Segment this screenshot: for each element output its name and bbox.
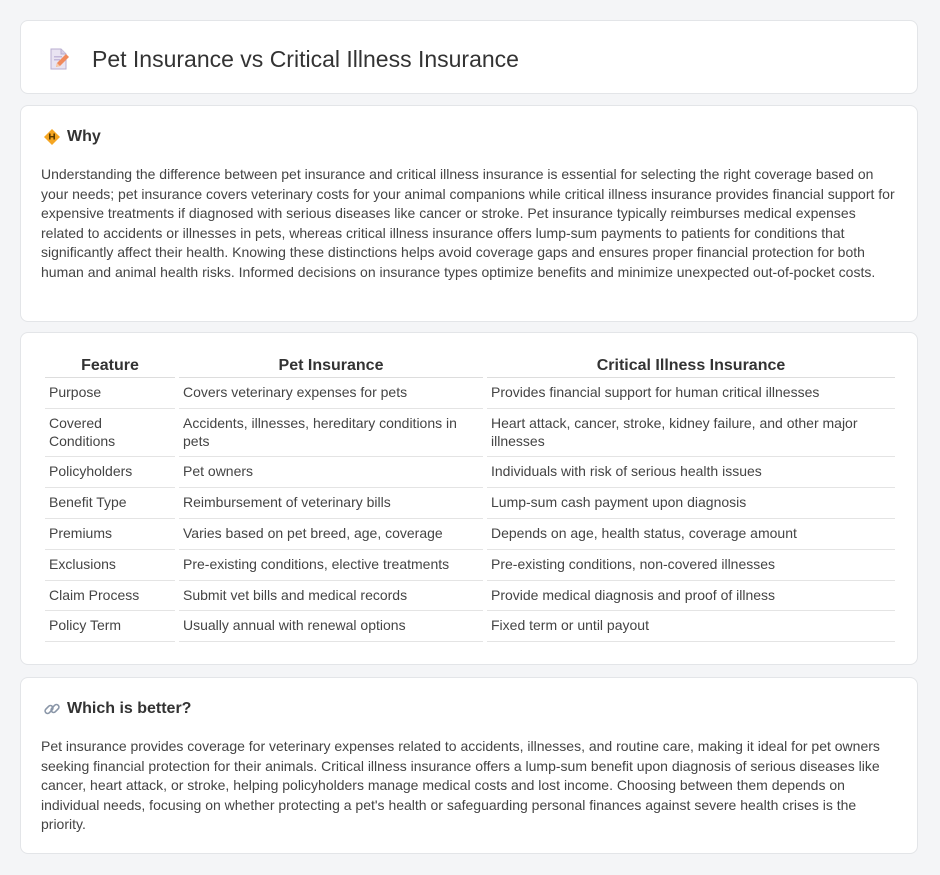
table-row [45,611,895,642]
feature-cell: Claim Process [45,581,175,612]
pet-insurance-cell: Varies based on pet breed, age, coverage [179,519,483,550]
pet-insurance-cell: Reimbursement of veterinary bills [179,488,483,519]
table-row [45,550,895,581]
critical-illness-cell: Provides financial support for human critical illnesses [487,378,895,409]
table-row [45,457,895,488]
table-row [45,519,895,550]
pet-insurance-cell: Usually annual with renewal options [179,611,483,642]
critical-illness-cell: Heart attack, cancer, stroke, kidney failure, and other major illnesses [487,409,895,458]
feature-cell: Exclusions [45,550,175,581]
feature-cell: Benefit Type [45,488,175,519]
diamond-warning-icon [43,128,61,146]
critical-illness-cell: Depends on age, health status, coverage amount [487,519,895,550]
why-text: Understanding the difference between pet insurance and critical illness insurance is essential for selecting the right coverage based on your needs; pet insurance covers veterinary costs for your animal companions while critical illness insurance provides financial support for expensive treatments if diagnosed with serious diseases like cancer or stroke. Pet insurance typically reimburses medical expenses related to accidents or illnesses in pets, whereas critical illness insurance offers lump-sum payments to patients for conditions that significantly affect their health. Knowing these distinctions helps avoid coverage gaps and ensures proper financial protection for both human and animal health risks. Informed decisions on insurance types optimize benefits and minimize unexpected out-of-pocket costs. [41,166,895,280]
feature-cell: Purpose [45,378,175,409]
table-row [45,409,895,458]
table-header-row [45,353,895,378]
feature-cell: Policy Term [45,611,175,642]
feature-cell: Covered Conditions [45,409,175,458]
pet-insurance-cell: Pet owners [179,457,483,488]
pet-insurance-cell: Pre-existing conditions, elective treatments [179,550,483,581]
pet-insurance-cell: Covers veterinary expenses for pets [179,378,483,409]
critical-illness-cell: Fixed term or until payout [487,611,895,642]
which-is-better-text: Pet insurance provides coverage for veterinary expenses related to accidents, illnesses, and routine care, making it ideal for pet owners seeking financial protection for their animals. Critical illness insurance offers a lump-sum benefit upon diagnosis of serious diseases like cancer, heart attack, or stroke, helping policyholders manage medical costs and lost income. Choosing between them depends on individual needs, focusing on whether protecting a pet's health or safeguarding personal finances against severe health crises is the priority. [41,738,880,833]
pet-insurance-cell: Accidents, illnesses, hereditary conditions in pets [179,409,483,458]
feature-cell: Premiums [45,519,175,550]
column-header-feature: Feature [45,353,175,378]
why-heading: Why [67,128,101,145]
critical-illness-cell: Lump-sum cash payment upon diagnosis [487,488,895,519]
page-title: Pet Insurance vs Critical Illness Insurance [92,46,519,72]
which-is-better-section [20,677,918,854]
comparison-section [20,332,918,665]
table-row [45,581,895,612]
pet-insurance-cell: Submit vet bills and medical records [179,581,483,612]
column-header-critical-illness: Critical Illness Insurance [487,353,895,378]
which-is-better-heading: Which is better? [67,700,192,717]
comparison-table [41,353,899,642]
column-header-pet-insurance: Pet Insurance [179,353,483,378]
table-row [45,488,895,519]
link-icon [43,700,61,718]
critical-illness-cell: Individuals with risk of serious health issues [487,457,895,488]
table-row [45,378,895,409]
feature-cell: Policyholders [45,457,175,488]
title-card [20,20,918,94]
critical-illness-cell: Pre-existing conditions, non-covered illnesses [487,550,895,581]
critical-illness-cell: Provide medical diagnosis and proof of illness [487,581,895,612]
document-pencil-icon [47,47,71,71]
why-section [20,105,918,322]
